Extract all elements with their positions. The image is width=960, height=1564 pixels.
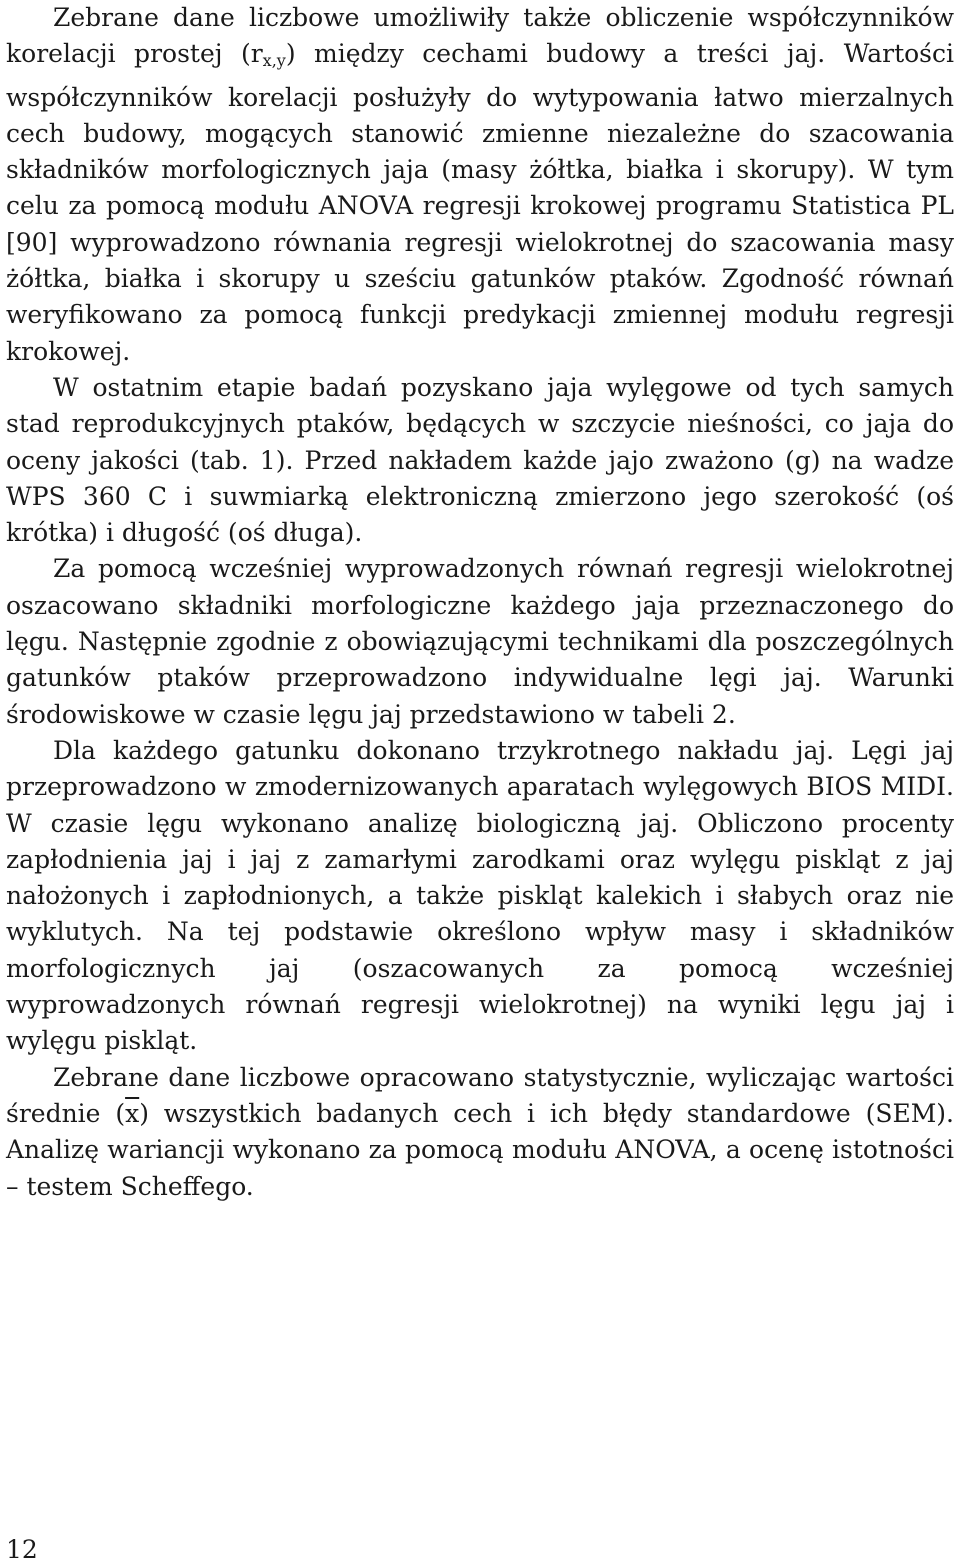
paragraph-correlation (6, 0, 954, 370)
paragraph-incubation-text: Dla każdego gatunku dokonano trzykrotnego nakładu jaj. Lęgi jaj przeprowadzono w zmodernizowanych aparatach wylęgowych BIOS MIDI. W czasie lęgu wykonano analizę biologiczną jaj. Obliczono procenty zapłodnienia jaj i jaj z zamarłymi zarodkami oraz wylęgu piskląt z jaj nałożonych i zapłodnionych, a także piskląt kalekich i słabych oraz nie wyklutych. Na tej podstawie określono wpływ masy i składników morfologicznych jaj (oszacowanych za pomocą wcześniej wyprowadzonych równań regresji wielokrotnej) na wyniki lęgu jaj i wylęgu piskląt. (6, 735, 954, 1056)
paragraph-correlation-text-end: ) między cechami budowy a treści jaj. Wartości współczynników korelacji posłużyły do wytypowania łatwo mierzalnych cech budowy, mogących stanowić zmienne niezależne do szacowania składników morfologicznych jaja (masy żółtka, białka i skorupy). W tym celu za pomocą modułu ANOVA regresji krokowej programu Statistica PL [90] wyprowadzono równania regresji wielokrotnej do szacowania masy żółtka, białka i skorupy u sześciu gatunków ptaków. Zgodność równań weryfikowano za pomocą funkcji predykacji zmiennej modułu regresji krokowej. (6, 39, 955, 366)
mean-symbol: $\overline{x}$ (125, 1098, 140, 1128)
paragraph-statistics-text-start: Zebrane dane liczbowe opracowano statystycznie, wyliczając wartości średnie ( (6, 1062, 954, 1128)
paragraph-regression-estimation-text: Za pomocą wcześniej wyprowadzonych równań regresji wielokrotnej oszacowano składniki morfologiczne każdego jaja przeznaczonego do lęgu. Następnie zgodnie z obowiązującymi technikami dla poszczególnych gatunków ptaków przeprowadzono indywidualne lęgi jaj. Warunki środowiskowe w czasie lęgu jaj przedstawiono w tabeli 2. (6, 554, 954, 729)
paragraph-eggs-collection-text: W ostatnim etapie badań pozyskano jaja wylęgowe od tych samych stad reprodukcyjnych ptaków, będących w szczycie nieśności, co jaja do oceny jakości (tab. 1). Przed nakładem każde jajo zważono (g) na wadze WPS 360 C i suwmiarką elektroniczną zmierzono jego szerokość (oś krótka) i długość (oś długa). (6, 372, 954, 548)
correlation-subscript: x,y (262, 51, 286, 71)
paragraph-correlation-text-start: Zebrane dane liczbowe umożliwiły także obliczenie współczynników korelacji prostej (r (6, 3, 954, 69)
document-body (6, 0, 954, 1205)
paragraph-statistics-text-end: ) wszystkich badanych cech i ich błędy standardowe (SEM). Analizę wariancji wykonano za pomocą modułu ANOVA, a ocenę istotności – testem Scheffego. (6, 1098, 954, 1201)
paragraph-statistics (6, 1060, 954, 1205)
page-number: 12 (6, 1535, 38, 1564)
paragraph-regression-estimation (6, 551, 954, 732)
paragraph-incubation (6, 733, 954, 1060)
paragraph-eggs-collection (6, 370, 954, 551)
